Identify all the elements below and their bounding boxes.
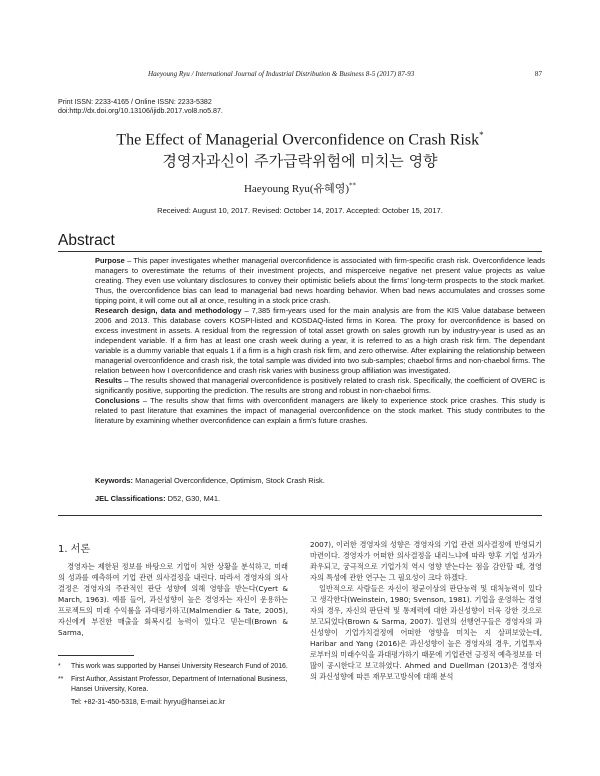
footnote-marker (58, 698, 71, 708)
running-head-text: Haeyoung Ryu / International Journal of Industrial Distribution & Business 8-5 (2017) 87-93 (148, 70, 415, 78)
keywords-text: Managerial Overconfidence, Optimism, Stock Crash Risk. (133, 476, 325, 485)
abstract-text: – The results show that firms with overconfident managers are likely to experience stock price crashes. This study is related to past literature that examines the impact of managerial overconfidence on the stock market. This study contributes to the literature by examining whether overconfidence can explain a firm's future crashes. (95, 396, 545, 425)
footnote-marker: ** (58, 676, 64, 683)
page-number: 87 (534, 70, 542, 78)
abstract-text: – The results showed that managerial overconfidence is positively related to crash risk. Specifically, the coefficient of OVERC is significantly positive, supporting the prediction. The results are strong and robust in non-chaebol firms. (95, 376, 545, 395)
keywords-divider (58, 515, 542, 516)
abstract-text: – 7,385 firm-years used for the main analysis are from the KIS Value database between 2006 and 2013. This database covers KOSPI-listed and KOSDAQ-listed firms in Korea. The proxy for overconfidence is based on excess investment in assets. A residual from the regression of total asset growth on sales growth run by industry-year is used as an independent variable. If a firm has at least one crash week during a year, it is referred to as a high crash risk firm. The dependant variable is a dummy variable that equals 1 if a firm is a high crash risk firm, and zero otherwise. After explaining the relationship between managerial overconfidence and crash risk, the total sample was divided into two sub-samples; chaebol firms and non-chaebol firms. The relation between how I overconfidence and crash risk varies with business group affiliation was investigated. (95, 306, 545, 375)
footnote-marker: * (58, 663, 61, 670)
author-name: Haeyoung Ryu(유혜영) (243, 183, 350, 195)
abstract-methods (95, 306, 545, 376)
english-title: The Effect of Managerial Overconfidence on Crash Risk (116, 131, 480, 149)
author-line (0, 180, 600, 196)
jel-label: JEL Classifications: (95, 494, 166, 503)
right-column (310, 539, 542, 682)
footnote (58, 698, 290, 708)
doi-link[interactable]: doi:http://dx.doi.org/10.13106/ijidb.2017.vol8.no5.87. (58, 107, 223, 115)
abstract-body (95, 256, 545, 426)
author-footnote-marker: ** (349, 181, 357, 190)
abstract-heading: Abstract (58, 232, 115, 249)
footnote-text: Tel: +82-31-450-5318, E-mail: hyryu@hansei.ac.kr (71, 699, 225, 706)
abstract-label: Conclusions (95, 396, 140, 405)
keywords (95, 476, 545, 485)
abstract-text: – This paper investigates whether managerial overconfidence is associated with firm-specific crash risk. Overconfidence leads managers to overestimate the returns of their investment projects, and misperceive negative net present value projects as value creating. They even use voluntary disclosures to convey their optimistic beliefs about the firms' long-term prospects to the stock market. Thus, the overconfidence bias can lead to managerial bad news hoarding behavior. When bad news accumulates and crosses some tipping point, it will come out all at once, resulting in a stock price crash. (95, 256, 545, 305)
title-footnote-marker: * (479, 130, 484, 140)
abstract-label: Purpose (95, 256, 125, 265)
keywords-label: Keywords: (95, 476, 134, 485)
received-dates: Received: August 10, 2017. Revised: October 14, 2017. Accepted: October 15, 2017. (157, 206, 443, 215)
paper-title (0, 130, 600, 149)
abstract-label: Research design, data and methodology (95, 306, 242, 315)
issn-block (58, 98, 223, 116)
body-paragraph: 경영자는 제한된 정보를 바탕으로 기업이 처한 상황을 분석하고, 미래의 성과를 예측하여 기업 관련 의사결정을 내린다. 따라서 경영자의 의사결정은 경영자의 주관적인 판단 성향에 의해 영향을 받는다(Cyert & March, 1963). 예를 들어, 과신성향이 높은 경영자는 자신이 운용하는 프로젝트의 미래 수익률을 과대평가하고(Malmendier & Tate, 2005), 자신에게 부진한 매출을 회복시킬 능력이 있다고 믿는데(Brown & Sarma, (58, 562, 288, 637)
abstract-label: Results (95, 376, 122, 385)
korean-title: 경영자과신이 주가급락위험에 미치는 영향 (162, 152, 438, 170)
abstract-purpose (95, 256, 545, 306)
abstract-conclusions (95, 396, 545, 426)
issn-line: Print ISSN: 2233-4165 / Online ISSN: 2233-5382 (58, 98, 212, 106)
footnote-text: First Author, Assistant Professor, Department of International Business, Hansei University, Korea. (71, 676, 288, 693)
left-column (58, 561, 288, 638)
abstract-divider (58, 251, 542, 252)
jel-text: D52, G30, M41. (165, 494, 221, 503)
footnotes (58, 662, 290, 711)
section-heading: 1. 서론 (58, 544, 91, 555)
jel-classifications (95, 494, 545, 503)
footnote-divider (58, 655, 134, 656)
abstract-results (95, 376, 545, 396)
body-paragraph: 2007), 이러한 경영자의 성향은 경영자의 기업 관련 의사결정에 반영되기 마련이다. 경영자가 어떠한 의사결정을 내리느냐에 따라 향후 기업 성과가 좌우되고, 궁극적으로 기업가치 역시 영향 받는다는 점을 감안할 때, 경영자의 특성에 관한 연구는 그 필요성이 크다 하겠다. (310, 540, 542, 582)
footnote-text: This work was supported by Hansei University Research Fund of 2016. (71, 663, 288, 670)
footnote (58, 675, 290, 695)
footnote (58, 662, 290, 672)
body-paragraph: 일반적으로 사람들은 자신이 평균이상의 판단능력 및 대처능력이 있다고 생각한다(Weinstein, 1980; Svenson, 1981). 기업을 운영하는 경영자의 경우, 자신의 판단력 및 통제력에 대한 과신성향이 더욱 강한 것으로 보고되었다(Brown & Sarma, 2007). 일련의 선행연구들은 경영자의 과신성향이 기업가치결정에 어떠한 영향을 미치는 지 살펴보았는데, Haribar and Yang (2016)은 과신성향이 높은 경영자의 경우, 기업투자로부터의 미래수익을 과대평가하기 때문에 기업관련 긍정적 예측정보를 더 많이 공시한다고 보고하였다. Ahmed and Duellman (2013)은 경영자의 과신성향에 따른 재무보고방식에 대해 분석 (310, 584, 542, 681)
